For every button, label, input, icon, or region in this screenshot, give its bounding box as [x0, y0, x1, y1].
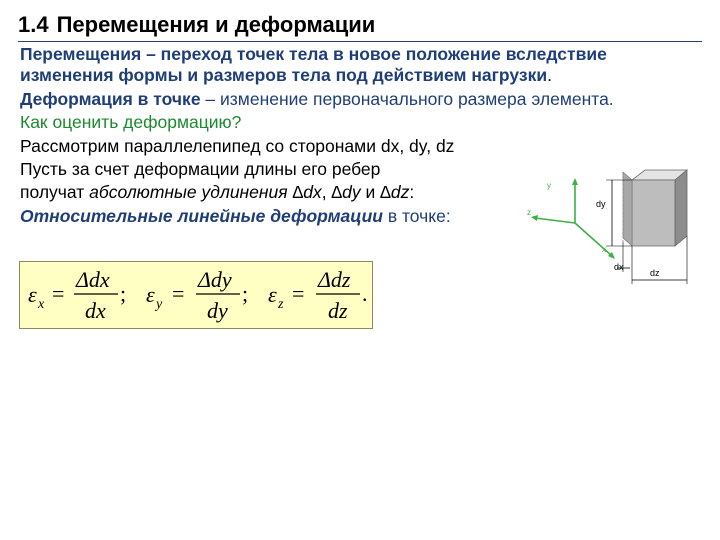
displacement-def-1: – переход точек тела в новое положение вследствие [141, 44, 607, 64]
body-line2: Пусть за счет деформации длины его ребер [20, 159, 381, 179]
semicolon-x: ; [120, 281, 127, 306]
displacement-period: . [547, 65, 552, 85]
absolute-elongations: абсолютные удлинения [89, 182, 288, 202]
colon: : [409, 182, 415, 202]
epsilon-z: ε [268, 282, 277, 307]
dim-dy-label: dy [596, 199, 606, 209]
in-point: в точке: [382, 206, 451, 226]
den-y: dy [207, 298, 228, 323]
num-y: Δdy [198, 267, 232, 292]
num-x: Δdx [76, 267, 110, 292]
dim-dz-label: dz [650, 268, 660, 278]
epsilon-y: ε [146, 282, 155, 307]
strain-formula [20, 262, 372, 328]
displacement-def-2: изменения формы и размеров тела под действием нагрузки [20, 65, 548, 85]
slide-title [18, 12, 375, 38]
cube-side-face [675, 170, 687, 246]
delta-dy: ∆dy [331, 182, 361, 202]
deformation-term: Деформация в точке [20, 89, 201, 109]
axis-y-arrow [572, 178, 578, 185]
strain-formula-box [19, 261, 373, 329]
body-line1: Рассмотрим параллелепипед со сторонами dx, dy, dz [20, 136, 455, 156]
delta-dz: ∆dz [380, 182, 410, 202]
eq-z: = [292, 281, 305, 306]
sub-x: x [38, 297, 45, 312]
num-z: Δdz [318, 267, 351, 292]
final-dot: . [362, 281, 368, 306]
axis-z-line [535, 218, 575, 223]
axis-z-arrow [531, 215, 538, 221]
displacement-definition-line2 [20, 65, 552, 86]
question-text: Как оценить деформацию? [20, 112, 242, 132]
cube-left-face [623, 172, 632, 246]
eq-x: = [52, 281, 65, 306]
body-line3-prefix: получат [20, 182, 90, 202]
axis-x-line [575, 223, 612, 256]
sub-y: y [156, 297, 163, 312]
title-text: Перемещения и деформации [56, 12, 376, 37]
eq-y: = [172, 281, 185, 306]
displacement-term: Перемещения [20, 44, 142, 64]
cube-front-face [632, 180, 675, 246]
axis-y-label: y [547, 181, 551, 190]
relative-strains-term: Относительные линейные деформации [20, 206, 383, 226]
parallelepiped-figure [520, 160, 700, 295]
title-number: 1.4 [18, 12, 49, 37]
den-z: dz [328, 298, 348, 323]
and-word: и [360, 182, 381, 202]
semicolon-y: ; [242, 281, 249, 306]
deformation-definition [20, 89, 614, 110]
dim-dx-label: dx [614, 262, 624, 272]
sep1: , [321, 182, 332, 202]
delta-dx: ∆dx [287, 182, 322, 202]
axis-z-label: z [527, 208, 531, 217]
axis-x-label: x [602, 245, 606, 254]
body-line4 [20, 206, 451, 227]
body-line3 [20, 182, 414, 203]
sub-z: z [278, 297, 284, 312]
den-x: dx [85, 298, 106, 323]
epsilon-x: ε [28, 282, 37, 307]
title-underline [18, 41, 702, 42]
displacement-definition-line1 [20, 44, 607, 65]
deformation-def: – изменение первоначального размера элемента. [200, 89, 614, 109]
